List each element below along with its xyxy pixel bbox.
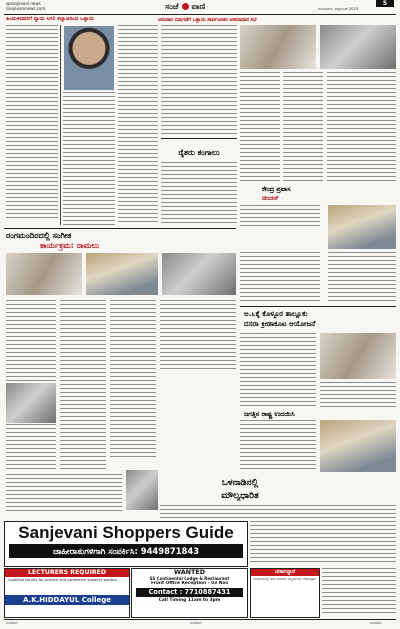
lecturers-ad-body: Qualified faculty for science and commerce subjects wanted xyxy=(8,578,117,582)
headline-center-title: ಕೇಂದ್ರ ಪ್ರವಾಸ xyxy=(262,185,291,193)
left-low-text xyxy=(6,474,122,514)
footer-left: ಸಂಜೆವಾಣಿ xyxy=(6,621,18,625)
page-number-badge xyxy=(376,0,394,7)
event-photo-3 xyxy=(162,253,236,295)
masthead-email: @sanjevani.news xyxy=(6,1,41,6)
headline-left-mid: ರಂಗಮಂದಿರದಲ್ಲಿ ಸಂಗೀತ xyxy=(6,231,72,240)
headline-right-low: ಜಗತ್ತಿನ ರಾಷ್ಟ್ರ ಉದಯಿಸಿ xyxy=(244,410,295,418)
right-ad-text-top xyxy=(250,521,396,565)
masthead-brand-right: ವಾಣಿ xyxy=(191,1,206,11)
wanted-ad-title: WANTED xyxy=(173,568,206,576)
right-lower-text-1 xyxy=(240,333,316,407)
sun-icon xyxy=(182,3,189,10)
center-title-text xyxy=(240,205,320,229)
right-low-text xyxy=(240,420,316,470)
lower-left-text-3 xyxy=(110,300,156,460)
lower-left-photo xyxy=(6,383,56,423)
lecturers-ad-college: A.K.HIDDAYUL College xyxy=(5,595,129,605)
right-classified-ad xyxy=(250,568,320,618)
wanted-ad-hours: Call Timing 11am to 3pm xyxy=(158,598,221,603)
portrait-photo xyxy=(64,26,114,90)
right-ad-body: ಬೆಂಗಳೂರಿನಲ್ಲಿ ಕೆಲಸ ಮಾಡಲು ಅಭ್ಯರ್ಥಿಗಳು ಬೇಕಾಗಿದ್ದಾರೆ xyxy=(253,577,317,581)
right-top-photo xyxy=(320,25,396,69)
shoppers-guide-title: Sanjevani Shoppers Guide xyxy=(18,523,234,542)
right-mid-rule xyxy=(240,306,396,307)
masthead-rule xyxy=(4,14,396,15)
center-top-photo xyxy=(240,25,316,69)
right-lower-text-2 xyxy=(320,382,396,408)
shoppers-guide-phone-bar xyxy=(9,544,243,558)
center-right-photo xyxy=(328,205,396,249)
masthead-website: sanjevaninews.com xyxy=(6,6,46,11)
left-mid-rule xyxy=(4,228,236,229)
headline-top-right: ಅನುದಾನ ಬಿಡುಗಡೆಗೆ ಒತ್ತಾಯ ಸಾರ್ವಜನಿಕರ ಅಸಮಾಧಾನ ಸಭೆ xyxy=(158,18,257,23)
headline-center-low-2: ಮೌಲ್ಯಧಾರಿತ xyxy=(221,491,259,501)
center-column-text-1 xyxy=(161,25,237,135)
page-number: 5 xyxy=(382,0,388,7)
center-column-text-2 xyxy=(240,72,280,182)
shoppers-guide-phone: ಜಾಹೀರಾತುಗಳಿಗಾಗಿ ಸಂಪರ್ಕಿಸಿ: 9449871843 xyxy=(52,546,200,556)
right-lower-photo xyxy=(320,333,396,379)
headline-farmers: ರೈತರು ಕಂಗಾಲು xyxy=(178,148,220,157)
headline-right-mid-2: ದಸರಾ ಕ್ರೀಡಾಕೂಟ ಆಯೋಜನೆ xyxy=(244,319,316,328)
center-column-text-3 xyxy=(283,72,323,182)
right-low-photo xyxy=(320,420,396,472)
right-mid-text-2 xyxy=(328,252,396,304)
lower-center-text-1 xyxy=(160,300,236,370)
right-mid-text-1 xyxy=(240,252,320,304)
masthead xyxy=(0,0,400,14)
headline-center-low-1: ಒಳನಾಡಿನಲ್ಲಿ xyxy=(221,478,259,488)
farmers-rule xyxy=(161,138,237,139)
wanted-ad-contact: Contact : 7710887431 xyxy=(136,588,243,597)
footer-center: ಸಂಜೆವಾಣಿ xyxy=(190,621,202,625)
wanted-ad-role: Front Office Reception - 03 Nos xyxy=(150,581,229,586)
center-low-photo xyxy=(126,470,158,510)
lecturers-ad-title: LECTURERS REQUIRED xyxy=(5,569,129,577)
wanted-ad-body: SS Continental Lodge & Restaurant xyxy=(149,576,230,581)
center-low-text xyxy=(160,505,396,519)
lecturers-ad xyxy=(4,568,130,618)
left-column-text-1 xyxy=(6,25,58,221)
right-bottom-text xyxy=(322,568,396,616)
column-divider xyxy=(60,25,61,225)
masthead-logo xyxy=(165,1,205,12)
farmers-text xyxy=(161,162,237,226)
lower-left-text-2 xyxy=(60,300,106,470)
headline-center-sub: ಚಿಂದನ್ xyxy=(262,194,279,202)
masthead-date: ಮಂಗಳವಾರ, ಅಕ್ಟೋಬರ್ 2023 xyxy=(318,7,359,11)
shoppers-guide-banner xyxy=(4,521,248,567)
right-ad-title: ಬೇಕಾಗಿದ್ದಾರೆ xyxy=(251,569,319,576)
event-photo-1 xyxy=(6,253,82,295)
headline-left-mid-2: ಕಾರ್ಯಕ್ರಮ: ರಾಮಲು xyxy=(40,241,100,250)
footer-right: ಸಂಜೆವಾಣಿ xyxy=(370,621,382,625)
column-text-3 xyxy=(118,25,158,225)
column-text-2 xyxy=(63,92,115,226)
masthead-brand-left: ಸಂಜೆ xyxy=(165,1,179,11)
headline-top-left: ಹಿಂದುಳಿದವರಿಗೆ ನ್ಯಾಯ ಸಿಗಲಿ ಕಲ್ಯಾಣದಿಂದ ಒತ್ತಾಯ xyxy=(6,16,95,22)
right-column-text-1 xyxy=(327,72,396,182)
headline-right-mid-1: ಅ.೬ಕ್ಕೆ ಕೊಳ್ಳೂರ ತಾಲ್ಲೂಕು xyxy=(244,309,308,318)
footer-rule xyxy=(4,619,396,620)
event-photo-2 xyxy=(86,253,158,295)
wanted-ad xyxy=(131,568,248,618)
